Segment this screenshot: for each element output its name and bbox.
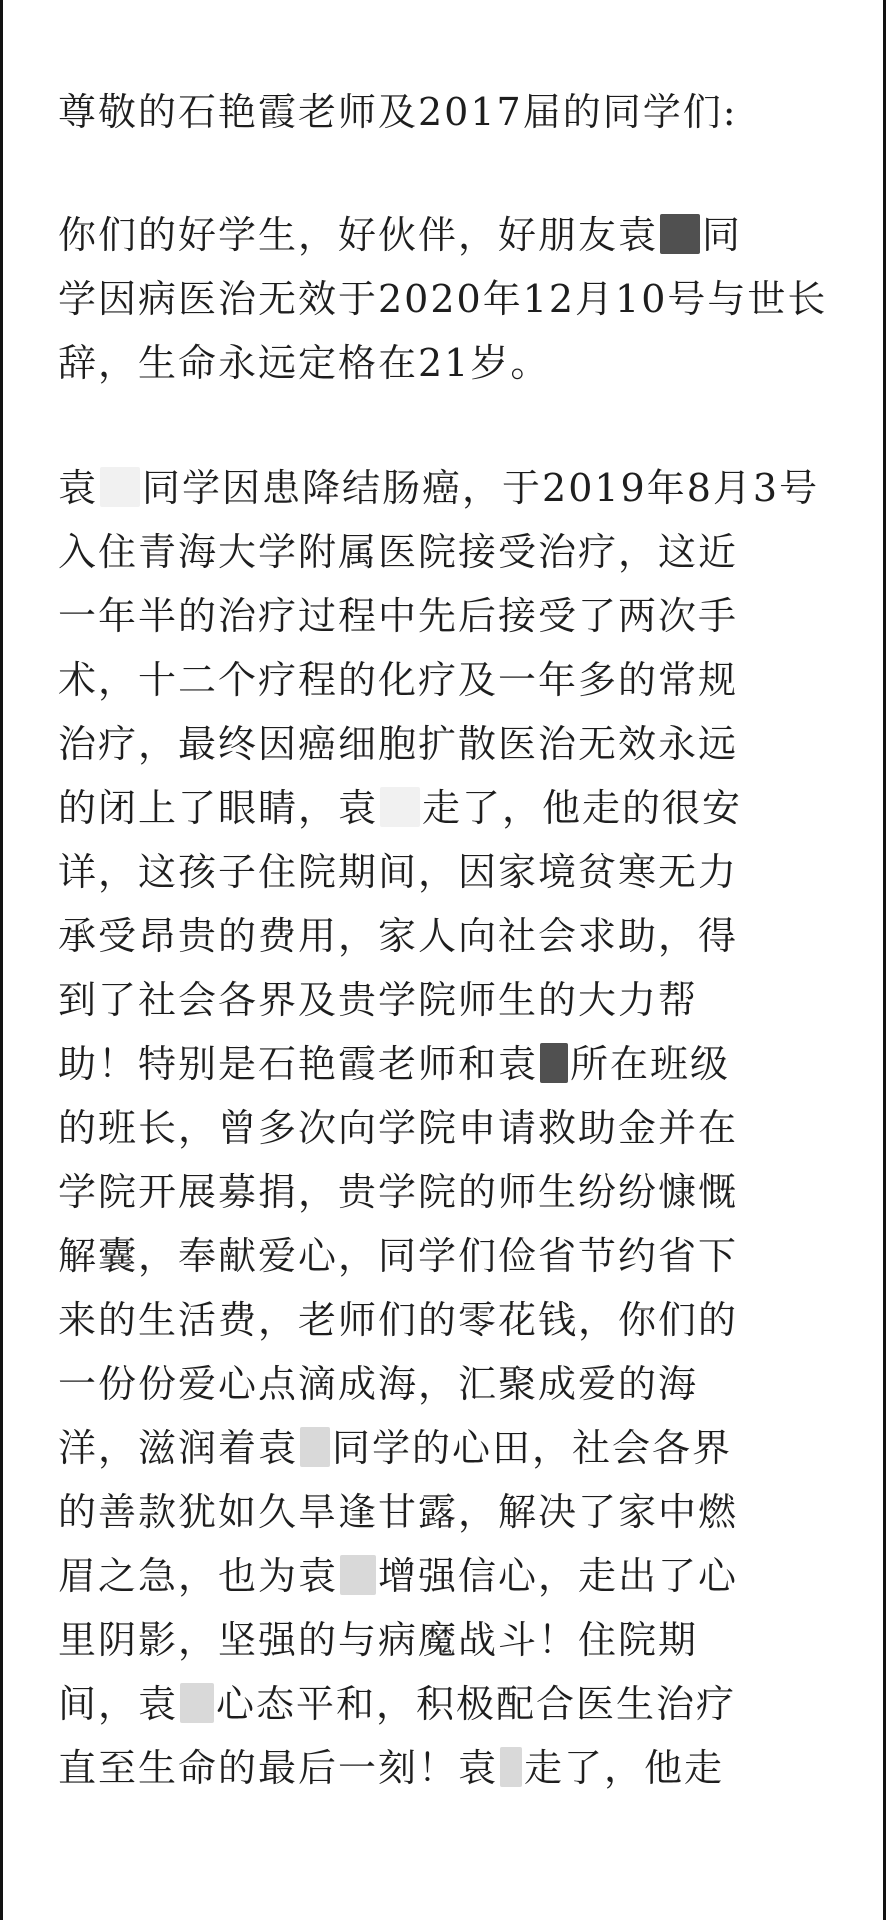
text-segment: 直至生命的最后一刻！袁 [58,1746,499,1790]
para2-line-5 [58,712,848,776]
text-segment: 间，袁 [58,1682,179,1726]
para2-line-11 [58,1096,848,1160]
para1-line-2 [58,267,848,331]
text-segment: 一年半的治疗过程中先后接受了两次手 [58,594,739,638]
text-segment: 洋，滋润着袁 [58,1426,299,1470]
text-segment: 增强信心，走出了心 [378,1554,739,1598]
para1-line-3 [58,331,848,395]
text-segment: 来的生活费，老师们的零花钱，你们的 [58,1298,739,1342]
redacted-name [340,1555,376,1595]
text-segment: 助！特别是石艳霞老师和袁 [58,1042,539,1086]
text-segment: 同学的心田，社会各界 [332,1426,733,1470]
para2-line-18 [58,1544,848,1608]
para2-line-7 [58,840,848,904]
text-segment: 术，十二个疗程的化疗及一年多的常规 [58,658,739,702]
text-segment: 到了社会各界及贵学院师生的大力帮 [58,978,699,1022]
text-segment: 同学因患降结肠癌，于2019年8月3号 [142,466,820,510]
para2-line-8 [58,904,848,968]
para2-line-16 [58,1416,848,1480]
para2-line-9 [58,968,848,1032]
text-segment: 眉之急，也为袁 [58,1554,339,1598]
text-segment: 走了，他走的很安 [422,786,743,830]
text-segment: 同 [702,213,743,257]
text-segment: 的班长，曾多次向学院申请救助金并在 [58,1106,739,1150]
text-segment: 学因病医治无效于2020年12月10号与世长 [58,277,828,321]
redacted-name [540,1043,568,1083]
greeting-line [58,80,848,144]
para2-line-2 [58,520,848,584]
text-segment: 袁 [58,466,99,510]
redacted-name [180,1683,214,1723]
redacted-name [500,1747,522,1787]
para2-line-10 [58,1032,848,1096]
redacted-name [380,787,420,827]
text-segment: 入住青海大学附属医院接受治疗，这近 [58,530,739,574]
text-segment: 里阴影，坚强的与病魔战斗！住院期 [58,1618,699,1662]
text-segment: 一份份爱心点滴成海，汇聚成爱的海 [58,1362,699,1406]
para2-line-13 [58,1224,848,1288]
para2-line-12 [58,1160,848,1224]
text-segment: 学院开展募捐，贵学院的师生纷纷慷慨 [58,1170,739,1214]
text-segment: 你们的好学生，好伙伴，好朋友袁 [58,213,659,257]
text-segment: 心态平和，积极配合医生治疗 [216,1682,737,1726]
redacted-name [100,467,140,507]
para2-line-17 [58,1480,848,1544]
text-segment: 走了，他走 [524,1746,725,1790]
text-segment: 治疗，最终因癌细胞扩散医治无效永远 [58,722,739,766]
text-segment: 的善款犹如久旱逢甘露，解决了家中燃 [58,1490,739,1534]
para2-line-20 [58,1672,848,1736]
para2-line-1 [58,456,848,520]
para2-line-6 [58,776,848,840]
para2-line-19 [58,1608,848,1672]
para2-line-21 [58,1736,848,1800]
left-border [0,0,3,1920]
para2-line-15 [58,1352,848,1416]
greeting-text: 尊敬的石艳霞老师及2017届的同学们: [58,90,738,134]
text-segment: 解囊，奉献爱心，同学们俭省节约省下 [58,1234,739,1278]
para2-line-14 [58,1288,848,1352]
para2-line-3 [58,584,848,648]
para2-line-4 [58,648,848,712]
redacted-name [300,1427,330,1467]
text-segment: 的闭上了眼睛，袁 [58,786,379,830]
para1-line-1 [58,203,848,267]
redacted-name [660,214,700,254]
text-segment: 辞，生命永远定格在21岁。 [58,341,551,385]
text-segment: 详，这孩子住院期间，因家境贫寒无力 [58,850,739,894]
text-segment: 所在班级 [570,1042,731,1086]
text-segment: 承受昂贵的费用，家人向社会求助，得 [58,914,739,958]
